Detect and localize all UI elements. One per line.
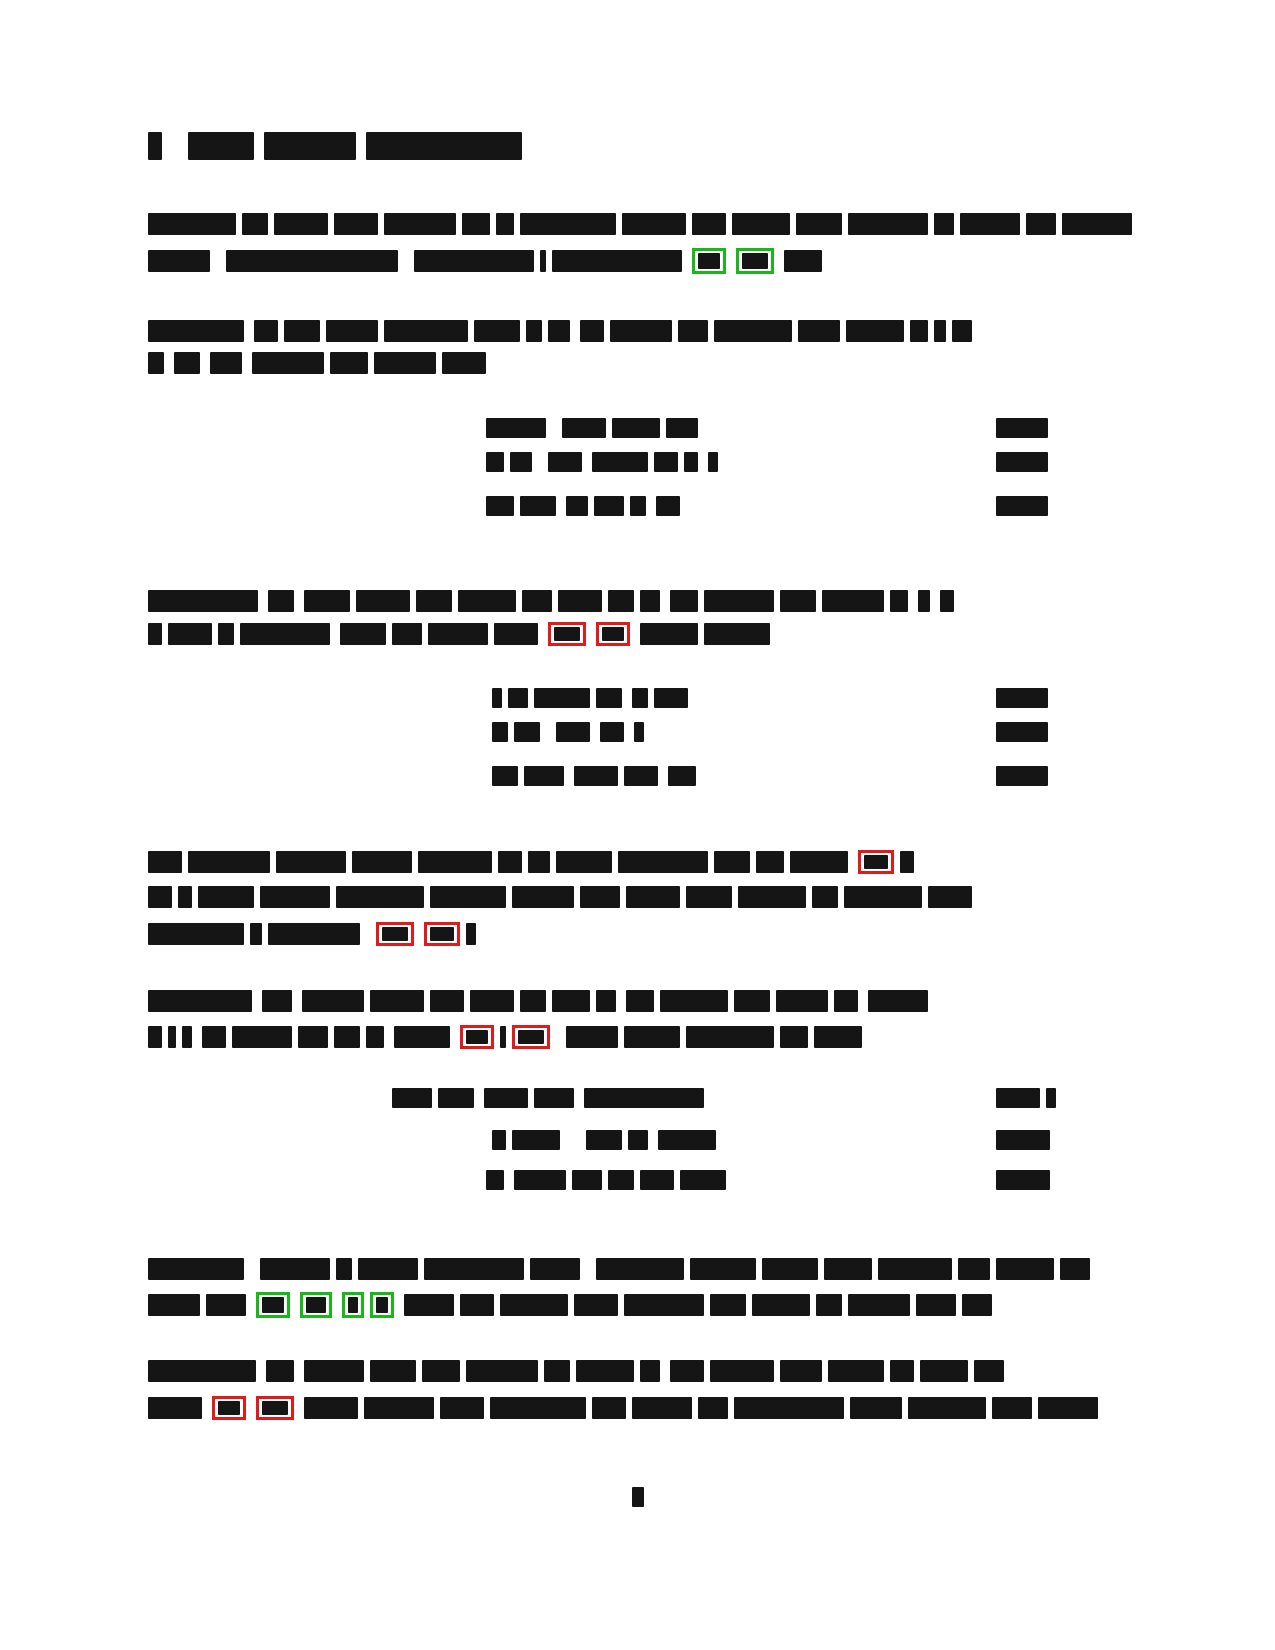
definition-line (148, 590, 954, 612)
definition-line (148, 990, 928, 1012)
paragraph-line (148, 850, 914, 874)
definition-line (148, 1360, 1004, 1382)
definition-line (148, 622, 770, 646)
paragraph-line (148, 1258, 1090, 1280)
red-highlight-box (256, 1396, 294, 1420)
equation-row (492, 722, 644, 742)
green-highlight-box (736, 248, 774, 274)
section-number-bar (148, 132, 162, 160)
red-highlight-box (460, 1025, 494, 1049)
green-highlight-box (370, 1292, 394, 1318)
definition-line (148, 320, 972, 342)
red-highlight-box (376, 922, 414, 946)
paragraph-line (148, 248, 822, 274)
section-title-bar (264, 132, 356, 160)
equation-number (996, 1170, 1050, 1190)
definition-line (148, 352, 486, 374)
section-heading (148, 132, 522, 160)
red-highlight-box (212, 1396, 246, 1420)
paragraph-line (148, 922, 476, 946)
equation-number (996, 496, 1048, 516)
paragraph-line (148, 1292, 992, 1318)
red-highlight-box (548, 622, 586, 646)
equation-number (996, 1088, 1056, 1108)
red-highlight-box (512, 1025, 550, 1049)
equation-row (486, 1170, 726, 1190)
equation-number (996, 1130, 1050, 1150)
red-highlight-box (858, 850, 894, 874)
equation-row (392, 1088, 704, 1108)
equation-number (996, 418, 1048, 438)
green-highlight-box (300, 1292, 332, 1318)
paragraph-line (148, 213, 1132, 235)
equation-number (996, 722, 1048, 742)
green-highlight-box (256, 1292, 290, 1318)
green-highlight-box (342, 1292, 364, 1318)
equation-row (492, 1130, 716, 1150)
equation-row (492, 688, 688, 708)
equation-number (996, 766, 1048, 786)
page-number (0, 1487, 1275, 1507)
red-highlight-box (424, 922, 460, 946)
equation-row (486, 418, 698, 438)
definition-line (148, 1396, 1098, 1420)
equation-row (492, 766, 696, 786)
section-title-bar (188, 132, 254, 160)
paragraph-line (148, 886, 972, 908)
equation-row (486, 452, 718, 472)
equation-row (486, 496, 680, 516)
section-title-bar (366, 132, 522, 160)
green-highlight-box (692, 248, 726, 274)
page-number-bar (632, 1487, 644, 1507)
equation-number (996, 452, 1048, 472)
equation-number (996, 688, 1048, 708)
red-highlight-box (596, 622, 630, 646)
definition-line (148, 1025, 862, 1049)
